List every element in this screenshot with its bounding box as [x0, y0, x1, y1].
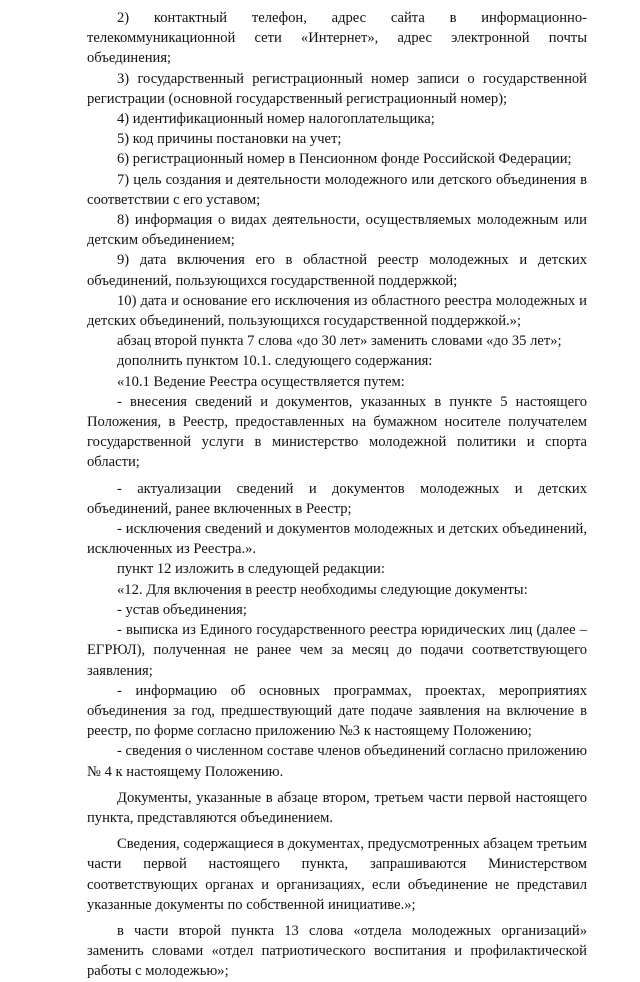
paragraph-item-7: 7) цель создания и деятельности молодежного или детского объединения в соответствии с его уставом; [87, 171, 587, 208]
paragraph-item-6: 6) регистрационный номер в Пенсионном фонде Российской Федерации; [117, 151, 572, 168]
paragraph-item-3: 3) государственный регистрационный номер записи о государственной регистрации (основной государственный регистрационный номер); [87, 70, 587, 107]
paragraph-10-1-heading: «10.1 Ведение Реестра осуществляется путем: [117, 373, 405, 390]
paragraph-item-9: 9) дата включения его в областной реестр молодежных и детских объединений, пользующихся государственной поддержкой; [87, 252, 587, 289]
paragraph-amend-7: абзац второй пункта 7 слова «до 30 лет» заменить словами «до 35 лет»; [117, 333, 562, 350]
paragraph-item-4: 4) идентификационный номер налогоплательщика; [117, 111, 435, 128]
paragraph-add-10-1: дополнить пунктом 10.1. следующего содержания: [117, 353, 433, 370]
paragraph-10-1-bullet-3: - исключения сведений и документов молодежных и детских объединений, исключенных из Реестра.». [87, 521, 587, 558]
paragraph-13-amend: в части второй пункта 13 слова «отдела молодежных организаций» заменить словами «отдел патриотического воспитания и профилактической работы с молодежью»; [87, 922, 587, 980]
paragraph-12-intro: пункт 12 изложить в следующей редакции: [117, 561, 385, 578]
document-body [87, 8, 587, 982]
paragraph-12-bullet-2: - выписка из Единого государственного реестра юридических лиц (далее –ЕГРЮЛ), полученная не ранее чем за месяц до подачи соответствующего заявления; [87, 622, 587, 679]
paragraph-item-2: 2) контактный телефон, адрес сайта в информационно-телекоммуникационной сети «Интернет», адрес электронной почты объединения; [87, 10, 587, 67]
paragraph-10-1-bullet-1: - внесения сведений и документов, указанных в пункте 5 настоящего Положения, в Реестр, предоставленных на бумажном носителе получателем государственной услуги в министерство молодежной политики и спорта области; [87, 393, 587, 471]
paragraph-12-bullet-1: - устав объединения; [117, 601, 247, 618]
paragraph-item-10: 10) дата и основание его исключения из областного реестра молодежных и детских объединений, пользующихся государственной поддержкой.»; [87, 292, 587, 330]
paragraph-12-bullet-4: - сведения о численном составе членов объединений согласно приложению № 4 к настоящему Положению. [87, 743, 587, 780]
paragraph-12-information-note: Сведения, содержащиеся в документах, предусмотренных абзацем третьим части первой настоящего пункта, запрашиваются Министерством соответствующих органах и организациях, если объединение не представил указанные документы по собственной инициативе.»; [87, 836, 587, 913]
paragraph-item-8: 8) информация о видах деятельности, осуществляемых молодежным или детским объединением; [87, 212, 587, 249]
paragraph-12-documents-note: Документы, указанные в абзаце втором, третьем части первой настоящего пункта, представляются объединением. [87, 789, 587, 826]
paragraph-12-bullet-3: - информацию об основных программах, проектах, мероприятиях объединения за год, предшествующий дате подаче заявления на включение в реестр, по форме согласно приложению №3 к настоящему Положению; [87, 682, 587, 740]
paragraph-10-1-bullet-2: - актуализации сведений и документов молодежных и детских объединений, ранее включенных в Реестр; [87, 480, 587, 517]
paragraph-12-heading: «12. Для включения в реестр необходимы следующие документы: [117, 581, 528, 598]
paragraph-item-5: 5) код причины постановки на учет; [117, 131, 342, 148]
